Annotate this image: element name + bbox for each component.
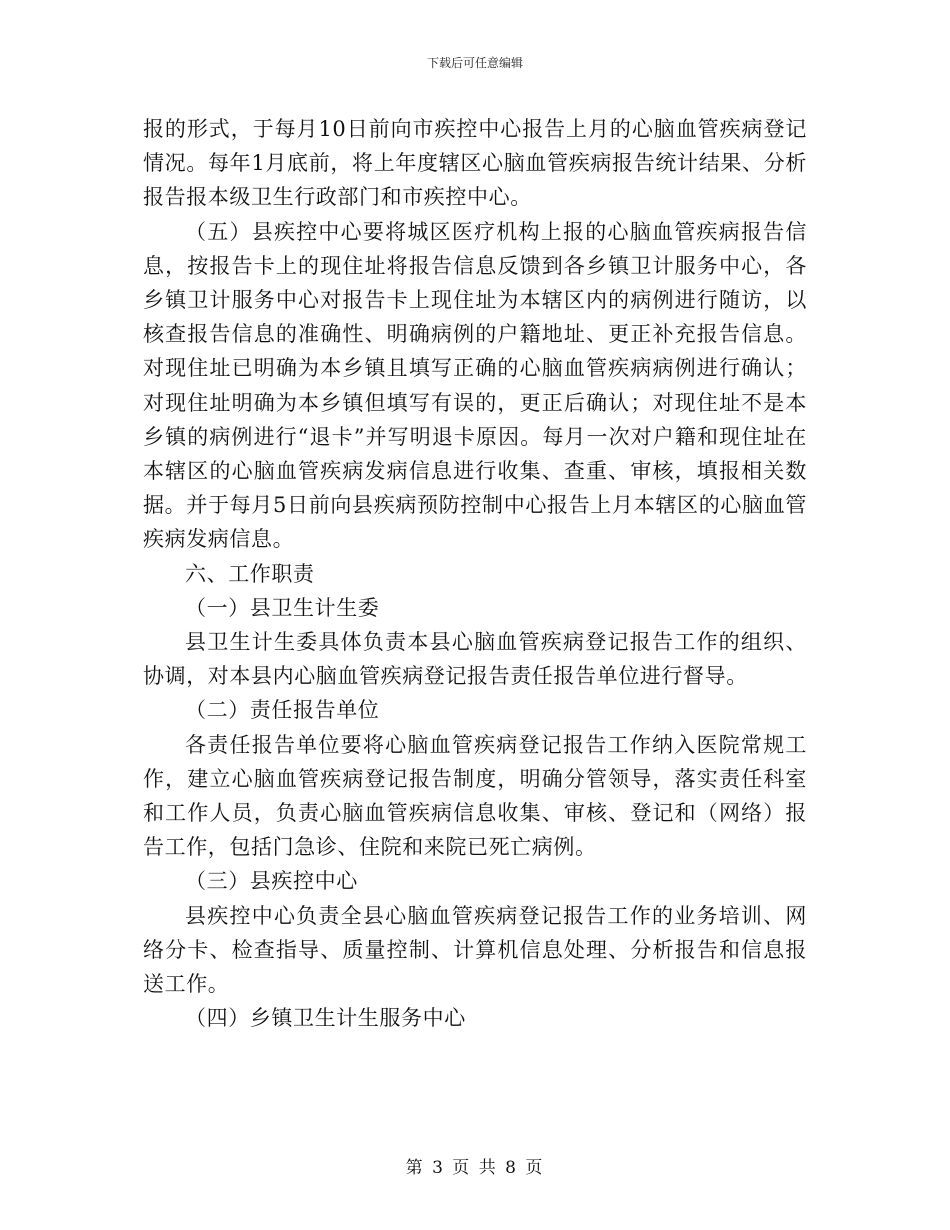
- subsection-heading: （二）责任报告单位: [185, 698, 380, 723]
- page-footer: 第 3 页 共 8 页: [405, 1158, 545, 1178]
- subsection-heading: （四）乡镇卫生计生服务中心: [185, 1006, 466, 1031]
- paragraph: 县疾控中心负责全县心脑血管疾病登记报告工作的业务培训、网络分卡、检查指导、质量控制、计算机信息处理、分析报告和信息报送工作。: [143, 903, 807, 997]
- section-heading: 六、工作职责: [185, 561, 315, 586]
- document-body: [143, 112, 807, 1035]
- subsection-heading: （一）县卫生计生委: [185, 595, 380, 620]
- paragraph: 各责任报告单位要将心脑血管疾病登记报告工作纳入医院常规工作，建立心脑血管疾病登记报告制度，明确分管领导，落实责任科室和工作人员，负责心脑血管疾病信息收集、审核、登记和（网络）报告工作，包括门急诊、住院和来院已死亡病例。: [143, 732, 807, 860]
- subsection-heading: （三）县疾控中心: [185, 869, 358, 894]
- paragraph: 报的形式，于每月10日前向市疾控中心报告上月的心脑血管疾病登记情况。每年1月底前，将上年度辖区心脑血管疾病报告统计结果、分析报告报本级卫生行政部门和市疾控中心。: [143, 117, 807, 210]
- paragraph: 县卫生计生委具体负责本县心脑血管疾病登记报告工作的组织、协调，对本县内心脑血管疾病登记报告责任报告单位进行督导。: [143, 630, 807, 689]
- header-note: 下载后可任意编辑: [426, 56, 523, 70]
- paragraph: （五）县疾控中心要将城区医疗机构上报的心脑血管疾病报告信息，按报告卡上的现住址将报告信息反馈到各乡镇卫计服务中心，各乡镇卫计服务中心对报告卡上现住址为本辖区内的病例进行随访，以核查报告信息的准确性、明确病例的户籍地址、更正补充报告信息。对现住址已明确为本乡镇且填写正确的心脑血管疾病病例进行确认；对现住址明确为本乡镇但填写有误的，更正后确认；对现住址不是本乡镇的病例进行“退卡”并写明退卡原因。每月一次对户籍和现住址在本辖区的心脑血管疾病发病信息进行收集、查重、审核，填报相关数据。并于每月5日前向县疾病预防控制中心报告上月本辖区的心脑血管疾病发病信息。: [143, 219, 807, 552]
